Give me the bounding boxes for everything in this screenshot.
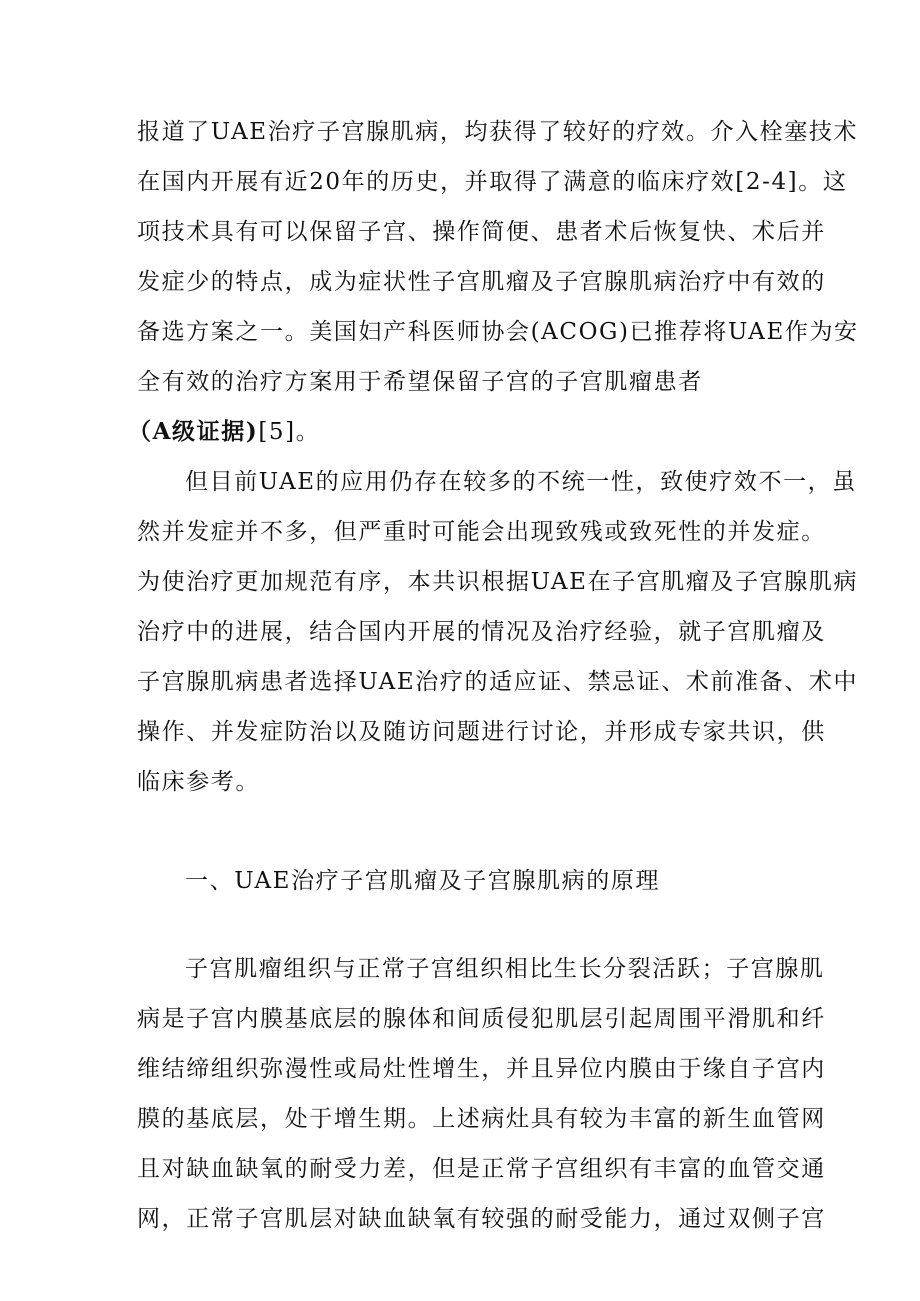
paragraph-3-line-4: 膜的基底层，处于增生期。上述病灶具有较为丰富的新生血管网	[137, 1106, 826, 1132]
paragraph-1-line-5: 备选方案之一。美国妇产科医师协会(ACOG)已推荐将UAE作为安	[137, 319, 859, 345]
paragraph-2-line-1: 但目前UAE的应用仍存在较多的不统一性，致使疗效不一，虽	[185, 469, 857, 495]
paragraph-3-line-5: 且对缺血缺氧的耐受力差，但是正常子宫组织有丰富的血管交通	[137, 1156, 826, 1182]
paragraph-3-line-6: 网，正常子宫肌层对缺血缺氧有较强的耐受能力，通过双侧子宫	[137, 1206, 826, 1232]
paragraph-3-line-1: 子宫肌瘤组织与正常子宫组织相比生长分裂活跃；子宫腺肌	[185, 956, 825, 982]
paragraph-1-line-4: 发症少的特点，成为症状性子宫肌瘤及子宫腺肌病治疗中有效的	[137, 269, 826, 295]
paragraph-1-line-2: 在国内开展有近20年的历史，并取得了满意的临床疗效[2-4]。这	[137, 169, 848, 195]
paragraph-1-line-3: 项技术具有可以保留子宫、操作简便、患者术后恢复快、术后并	[137, 219, 826, 245]
paragraph-2-line-3: 为使治疗更加规范有序，本共识根据UAE在子宫肌瘤及子宫腺肌病	[137, 569, 859, 595]
paragraph-3-line-2: 病是子宫内膜基底层的腺体和间质侵犯肌层引起周围平滑肌和纤	[137, 1006, 826, 1032]
paragraph-1-line-1: 报道了UAE治疗子宫腺肌病，均获得了较好的疗效。介入栓塞技术	[137, 119, 859, 145]
paragraph-2-line-4: 治疗中的进展，结合国内开展的情况及治疗经验，就子宫肌瘤及	[137, 619, 826, 645]
evidence-line	[0, 417, 920, 447]
evidence-reference: [5]。	[258, 419, 321, 445]
paragraph-2-line-6: 操作、并发症防治以及随访问题进行讨论，并形成专家共识，供	[137, 719, 826, 745]
paragraph-2-line-7: 临床参考。	[137, 769, 260, 795]
section-heading: 一、UAE治疗子宫肌瘤及子宫腺肌病的原理	[185, 868, 661, 894]
paragraph-2-line-5: 子宫腺肌病患者选择UAE治疗的适应证、禁忌证、术前准备、术中	[137, 669, 859, 695]
paragraph-1-line-6: 全有效的治疗方案用于希望保留子宫的子宫肌瘤患者	[137, 369, 703, 395]
paragraph-2-line-2: 然并发症并不多，但严重时可能会出现致残或致死性的并发症。	[137, 519, 826, 545]
paragraph-3-line-3: 维结缔组织弥漫性或局灶性增生，并且异位内膜由于缘自子宫内	[137, 1056, 826, 1082]
evidence-level: （A级证据)	[128, 418, 259, 445]
